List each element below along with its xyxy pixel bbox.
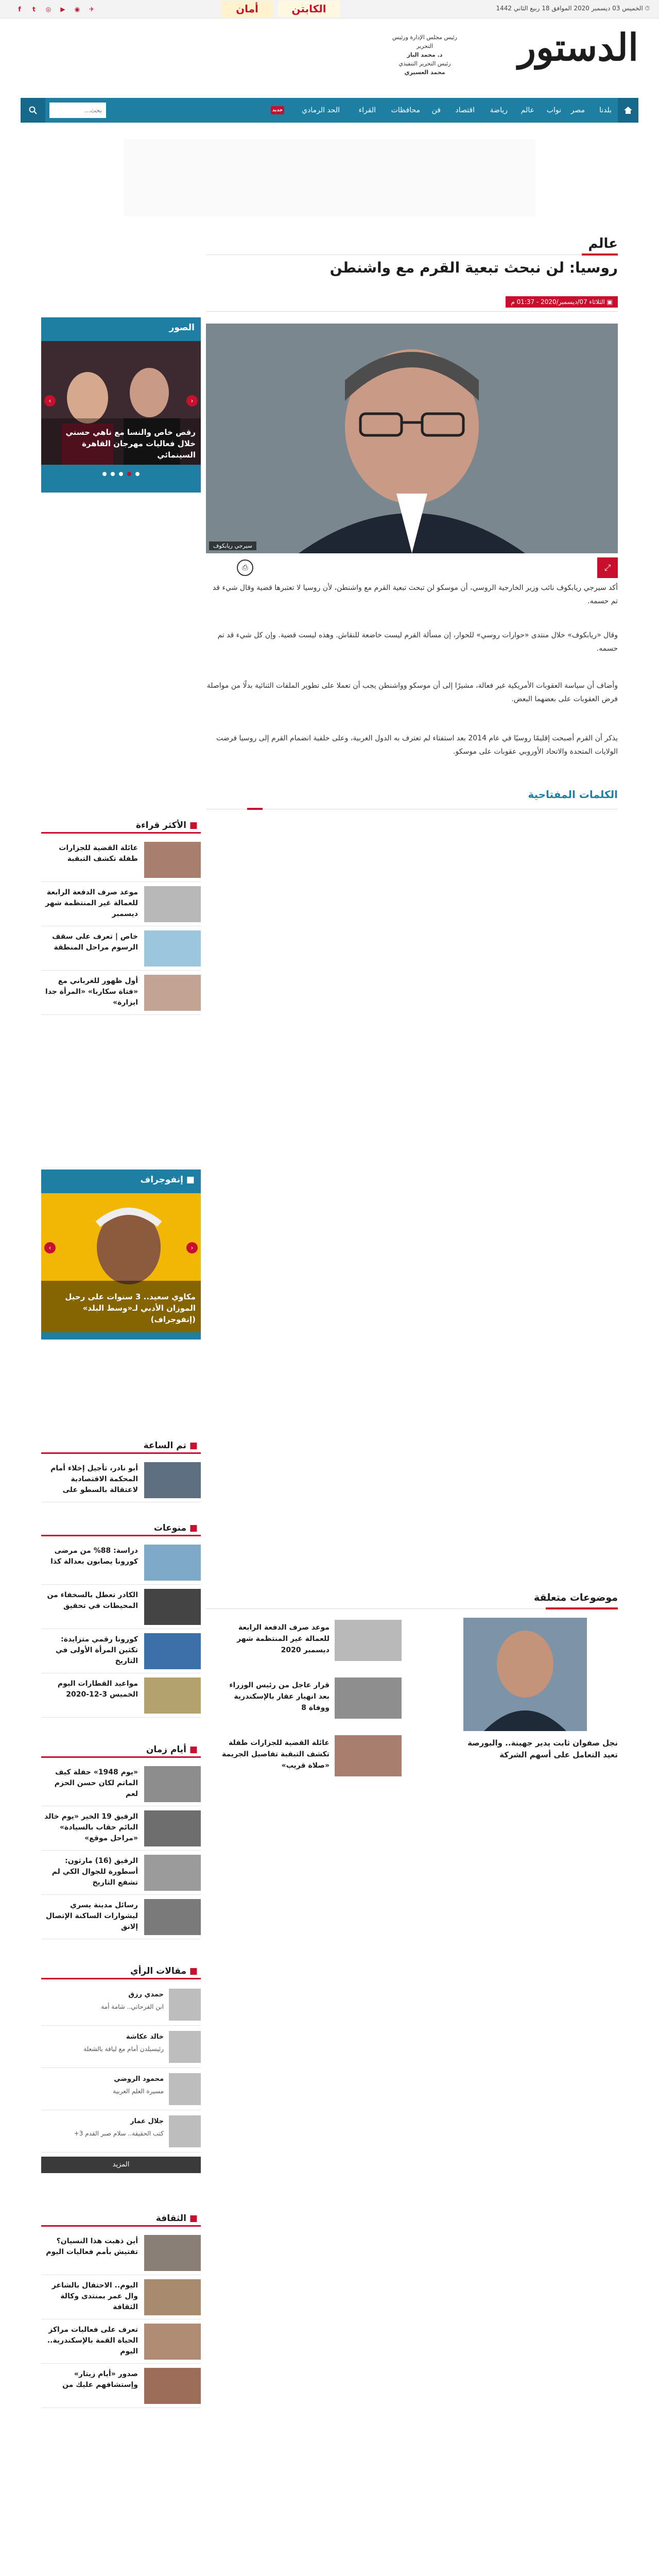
staff-line-3: رئيس التحرير التنفيذي (398, 60, 451, 67)
related-thumb (335, 1677, 402, 1719)
nav-item-readers[interactable]: القراء (358, 106, 376, 114)
infographic-caption: مكاوي سعيد.. 3 سنوات على رحيل الموزان الأدبي لـ«وسط البلد» (إنفوجراف) (65, 1292, 196, 1324)
search-icon (28, 106, 38, 115)
calendar-icon: ▣ (604, 298, 613, 306)
mixed-text: كورونا رقمي متزايدة: تكثين المرأة الأولى في التاريخ (56, 1635, 138, 1665)
mixed-item[interactable] (41, 1540, 201, 1585)
search-button[interactable] (21, 98, 45, 123)
zaman-icon: ■ (186, 1744, 198, 1755)
zaman-text: الرفيق 19 الخير «يوم خالد البائم حقاب بالسيادة» «مراحل موقع» (44, 1812, 138, 1842)
most-read-title-text: الأكثر قراءة (135, 820, 187, 831)
related-item[interactable] (221, 1735, 402, 1781)
mixed-thumb (144, 1589, 201, 1625)
infographic-widget (41, 1170, 201, 1340)
nav-item-art[interactable]: فن (431, 106, 441, 114)
mixed-item[interactable] (41, 1673, 201, 1718)
most-read-item[interactable] (41, 971, 201, 1015)
home-button[interactable] (618, 98, 638, 123)
main-nav (21, 98, 638, 123)
culture-thumb (144, 2235, 201, 2271)
top-bar (0, 0, 659, 19)
culture-text: أين ذهبت هذا النسيان؟ تفتيش بأمم فعاليات اليوم (46, 2237, 138, 2256)
nav-item-grey-line[interactable]: الحد الرمادي (302, 106, 340, 114)
rss-icon[interactable]: ◉ (74, 6, 80, 13)
nav-item-alam[interactable]: عالم (521, 106, 534, 114)
mixed-thumb (144, 1677, 201, 1714)
opinion-title-text: مقالات الرأي (130, 1966, 187, 1976)
mixed-text: الكادر تعطل بالسخفاء من المحيطات في تحقيق (47, 1591, 138, 1610)
culture-item[interactable] (41, 2275, 201, 2319)
zaman-text: «يوم 1948» حفلة كيف الماتم لكان حسن الحزم لعم (54, 1768, 138, 1798)
opinion-title: ابن الفرحاتي.. شامة أمة (101, 2003, 164, 2010)
article-paragraph-3: وأضاف أن سياسة العقوبات الأمريكية غير فعالة، مشيرًا إلى أن موسكو وواشنطن يجب أن تعملا على تطوير الملفات الثنائية بدلًا من مواصلة فرض العقوبات على بعضهما البعض. (206, 682, 618, 703)
telegram-icon[interactable]: ✈ (89, 6, 95, 13)
article-paragraph-2: وقال «ريابكوف» خلال منتدى «حوارات روسي» للحوار، إن مسألة القرم ليست خاضعة للنقاش. وهذه ليست قضية. وإن كل شيء قد تم حسمه. (217, 631, 618, 653)
facebook-icon[interactable]: f (18, 6, 21, 13)
opinion-title: كتب الحقيقة.. سلام صبر القدم 3+ (74, 2130, 164, 2137)
infographic-icon: ■ (183, 1175, 195, 1185)
culture-icon: ■ (186, 2213, 198, 2224)
related-main-illustration (463, 1618, 587, 1731)
staff-line-4: محمد العسيري (404, 69, 445, 76)
section-title[interactable]: عالم (588, 236, 618, 251)
photos-dot-2[interactable] (111, 472, 115, 476)
most-read-text: عائلة القضية للجزارات طفلة تكشف التبقبة (59, 844, 138, 863)
site-logo[interactable]: الدستور (518, 25, 638, 69)
nav-item-governorates[interactable]: محافظات (391, 106, 420, 114)
photos-widget-image[interactable] (41, 341, 201, 465)
most-read-text: أول ظهور للغرباني مع «فتاة سكاربا» «المرأة جدا ايزارة» (45, 977, 138, 1007)
most-read-text: موعد صرف الدفعة الرابعة للعمالة غير المنتظمة شهر ديسمبر (45, 888, 138, 918)
search-input[interactable] (49, 103, 106, 118)
author-name: خالد عكاشة (126, 2033, 164, 2041)
opinion-item[interactable] (41, 2110, 201, 2153)
related-thumb (335, 1620, 402, 1661)
now-thumb (144, 1462, 201, 1498)
now-text: أبو نادر، تأجيل إخلاء أمام المحكمة الاقتصادية لاعتقالة بالسطو على (50, 1464, 138, 1494)
date-label: الخميس 03 ديسمبر 2020 الموافق 18 ربيع الثاني 1442 (496, 5, 643, 12)
date-rule (206, 311, 618, 312)
section-underline (582, 253, 618, 256)
related-title: موضوعات متعلقة (534, 1592, 618, 1603)
zaman-thumb (144, 1855, 201, 1891)
zaman-text: رسائل مدينة يسري ليشوارات الساكنة الإتصال إلانق (45, 1901, 138, 1931)
mixed-widget (41, 1520, 201, 1721)
mixed-title-text: منوعات (153, 1523, 187, 1533)
author-name: جلال عمار (130, 2117, 164, 2125)
opinion-widget-title (41, 1963, 201, 1979)
most-read-widget (41, 817, 201, 1018)
nav-item-economy[interactable]: اقتصاد (455, 106, 475, 114)
zaman-title-text: أيام زمان (146, 1744, 187, 1755)
zaman-widget (41, 1741, 201, 1942)
most-read-item[interactable] (41, 882, 201, 926)
mixed-icon: ■ (186, 1523, 198, 1533)
mixed-widget-title (41, 1520, 201, 1536)
nav-item-sports[interactable]: رياضة (490, 106, 508, 114)
author-name: محمود الروضي (114, 2075, 164, 2083)
most-read-thumb (144, 975, 201, 1011)
zaman-thumb (144, 1766, 201, 1802)
image-caption: سيرجي ريابكوف (209, 541, 256, 550)
author-avatar (169, 2073, 201, 2105)
culture-text: اليوم.. الاحتفال بالشاعر وال عمر بمنتدى وكالة الثقافة (51, 2281, 138, 2311)
photos-next-button[interactable]: › (186, 395, 198, 406)
infographic-next-button[interactable]: › (186, 1242, 198, 1253)
photos-dot-5[interactable] (135, 472, 140, 476)
keywords-center-mark (247, 808, 263, 810)
article-date-text: الثلاثاء 07/ديسمبر/2020 - 01:37 م (511, 298, 605, 306)
top-ad-aman[interactable] (221, 1, 273, 17)
zaman-thumb (144, 1810, 201, 1846)
most-read-thumb (144, 886, 201, 922)
photos-dot-3[interactable] (119, 472, 123, 476)
author-name: حمدي رزق (128, 1991, 164, 1998)
photos-pagination (41, 472, 201, 477)
mixed-item[interactable] (41, 1629, 201, 1673)
now-item[interactable] (41, 1458, 201, 1502)
opinion-more-button[interactable]: المزيد (41, 2157, 201, 2173)
instagram-icon[interactable]: ◎ (45, 6, 51, 13)
photos-widget-title: الصور (41, 317, 201, 338)
culture-text: تعرف على فعاليات مراكز الحياة القمة بالإسكندرية.. اليوم (47, 2326, 138, 2355)
related-rule (206, 1608, 546, 1609)
article-paragraph-1: أكد سيرجي ريابكوف نائب وزير الخارجية الروسي، أن موسكو لن تبحث تبعية القرم مع واشنطن، لأن روسيا لا تعتبرها قضية وقال شيء قد تم حسمه. (212, 584, 618, 605)
related-underline (546, 1607, 618, 1609)
opinion-widget (41, 1963, 201, 2179)
clock-icon: ⏱ (643, 5, 650, 12)
mixed-text: دراسة: 88% من مرضى كورونا يصابون بعدالة كذا (50, 1547, 138, 1566)
author-avatar (169, 1989, 201, 2021)
top-ad-captain[interactable] (278, 1, 340, 17)
culture-title-text: الثقافة (155, 2213, 187, 2224)
article-title: روسيا: لن نبحث تبعية القرم مع واشنطن (330, 259, 618, 276)
nav-item-masr[interactable]: مصر (570, 106, 585, 114)
zaman-widget-title (41, 1741, 201, 1758)
culture-text: صدور «أيام زيتار» وإستشافهم عليك من (62, 2370, 138, 2389)
article-image (206, 324, 618, 553)
article-date (506, 296, 618, 308)
zaman-text: الرفيق (16) مارثون: أسطورة للجوال الكي لم تشفع التاريخ (51, 1857, 138, 1887)
opinion-icon: ■ (186, 1966, 198, 1976)
mixed-thumb (144, 1633, 201, 1669)
most-read-thumb (144, 842, 201, 878)
related-thumb (335, 1735, 402, 1776)
related-item[interactable] (221, 1677, 402, 1723)
most-read-item[interactable] (41, 838, 201, 882)
photos-prev-button[interactable]: ‹ (44, 395, 56, 406)
top-ad-captain-text: الكابتن (291, 3, 326, 15)
opinion-item[interactable] (41, 2026, 201, 2068)
infographic-title-text: إنفوجراف (140, 1175, 184, 1185)
author-avatar (169, 2115, 201, 2147)
infographic-image[interactable] (41, 1193, 201, 1332)
zaman-item[interactable] (41, 1762, 201, 1806)
culture-thumb (144, 2279, 201, 2315)
infographic-prev-button[interactable]: ‹ (44, 1242, 56, 1253)
youtube-icon[interactable]: ▶ (60, 6, 65, 13)
zaman-thumb (144, 1899, 201, 1935)
related-main-thumb (463, 1618, 587, 1731)
keywords-title: الكلمات المفتاحية (528, 788, 618, 801)
zaman-item[interactable] (41, 1806, 201, 1851)
related-main-item[interactable] (463, 1618, 618, 1788)
culture-item[interactable] (41, 2364, 201, 2408)
mixed-item[interactable] (41, 1585, 201, 1629)
culture-item[interactable] (41, 2319, 201, 2364)
home-icon (623, 106, 633, 115)
staff-line-1: رئيس مجلس الإدارة ورئيس التحرير (392, 34, 458, 49)
photos-widget-caption: رقص خاص والنسا مع ناهي حسني خلال فعاليات مهرجان القاهرة السينمائي (65, 428, 196, 460)
now-widget (41, 1437, 201, 1510)
author-avatar (169, 2031, 201, 2063)
culture-thumb (144, 2368, 201, 2404)
now-title-text: تم الساعة (143, 1440, 187, 1451)
mixed-thumb (144, 1545, 201, 1581)
related-main-text: نجل صفوان ثابت يدير جهينة.. والبورصة تعيد التعامل على أسهم الشركة (467, 1738, 618, 1759)
infographic-widget-title (41, 1170, 201, 1190)
culture-item[interactable] (41, 2231, 201, 2275)
share-icon: ⤢ (604, 563, 611, 572)
new-badge: جديد (271, 106, 284, 114)
share-toggle-button[interactable] (597, 557, 618, 578)
now-widget-title (41, 1437, 201, 1454)
zaman-item[interactable] (41, 1851, 201, 1895)
related-item[interactable] (221, 1620, 402, 1665)
related-text: عائلة القضية للجزارات طفلة تكشف التبقبة تفاصيل الجريمة «صلاة قريب» (221, 1739, 330, 1770)
nav-item-nowab[interactable]: نواب (546, 106, 561, 114)
related-text: موعد صرف الدفعة الرابعة للعمالة غير المنتظمة شهر ديسمبر 2020 (237, 1623, 330, 1654)
print-button[interactable] (237, 560, 253, 576)
photos-dot-4[interactable] (127, 472, 131, 476)
related-text: قرار عاجل من رئيس الوزراء بعد انهيار عقار بالإسكندرية ووفاة 8 (229, 1681, 330, 1712)
article-paragraph-4: يذكر أن القرم أصبحت إقليمًا روسيًا في عام 2014 بعد استفتاء لم تعترف به الدول الغربية، وعلى خلفية انضمام القرم إلى روسيا فرضت الولايات المتحدة والاتحاد الأوروبي عقوبات على موسكو. (216, 734, 618, 756)
most-read-title (41, 817, 201, 834)
opinion-title: رئيسبلدن أمام مع لياقة بالشعلة (83, 2045, 164, 2053)
most-read-item[interactable] (41, 926, 201, 971)
opinion-item[interactable] (41, 2068, 201, 2110)
photos-dot-1[interactable] (102, 472, 107, 476)
zaman-item[interactable] (41, 1895, 201, 1939)
most-read-icon: ■ (186, 820, 198, 831)
opinion-title: مسيرة العلم العربية (113, 2088, 164, 2095)
opinion-item[interactable] (41, 1984, 201, 2026)
staff-line-2: د. محمد الباز (407, 52, 443, 58)
print-icon: ⎙ (242, 564, 248, 572)
culture-thumb (144, 2324, 201, 2360)
mixed-text: مواعيد القطارات اليوم الخميس 3-12-2020 (57, 1680, 138, 1699)
date-text (496, 5, 650, 12)
header-ad-slot (124, 139, 535, 216)
portrait-illustration (206, 324, 618, 553)
now-icon: ■ (186, 1440, 198, 1451)
most-read-text: خاص | تعرف على سقف الرسوم مراحل المنطقة (52, 933, 138, 952)
most-read-thumb (144, 930, 201, 967)
twitter-icon[interactable]: t (32, 6, 36, 13)
culture-widget (41, 2210, 201, 2411)
photos-widget (41, 317, 201, 493)
staff-block (386, 33, 463, 77)
culture-widget-title (41, 2210, 201, 2227)
nav-item-baladna[interactable]: بلدنا (599, 106, 612, 114)
top-ad-aman-text: أمان (236, 3, 258, 15)
